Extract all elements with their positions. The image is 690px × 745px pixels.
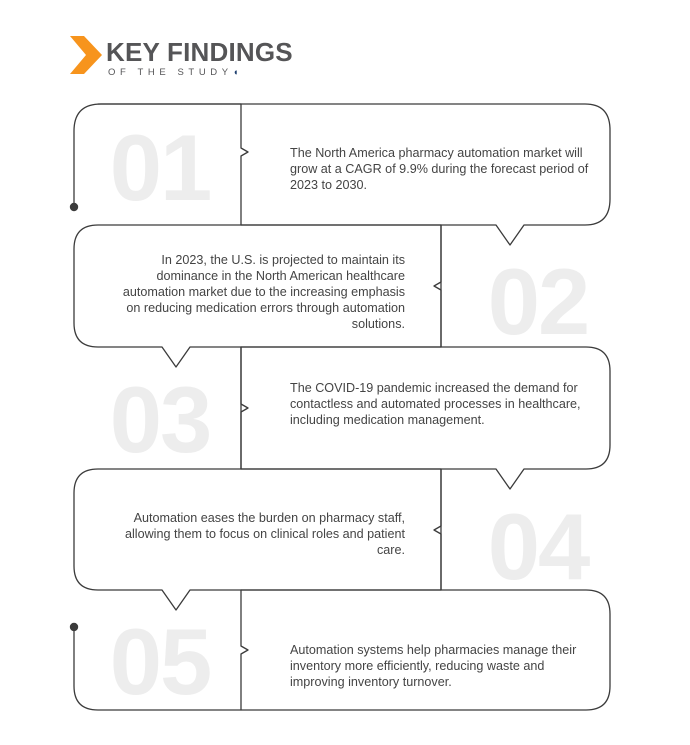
half-moon-icon: ◖ [232, 67, 239, 78]
finding-text-5: Automation systems help pharmacies manage their inventory more efficiently, reducing waste and improving inventory turnover. [290, 643, 577, 689]
divider-5 [241, 590, 248, 710]
page-subtitle-text: OF THE STUDY [108, 67, 233, 78]
finding-number-4: 04 [487, 494, 589, 599]
finding-number-1: 01 [109, 115, 211, 220]
divider-1 [241, 104, 248, 225]
finding-number-3: 03 [109, 367, 211, 472]
finding-text-3: The COVID-19 pandemic increased the demand for contactless and automated processes in healthcare, including medication management. [290, 381, 581, 427]
finding-number-5: 05 [109, 609, 211, 714]
connector-dot-bottom [70, 623, 78, 631]
finding-text-4: Automation eases the burden on pharmacy staff, allowing them to focus on clinical roles and patient care. [124, 511, 405, 557]
connector-dot-top [70, 203, 78, 211]
page-title: KEY FINDINGS [106, 37, 293, 67]
finding-number-2: 02 [487, 249, 589, 354]
divider-4 [434, 469, 441, 590]
divider-2 [434, 225, 441, 347]
divider-3 [241, 347, 248, 469]
finding-text-1: The North America pharmacy automation market will grow at a CAGR of 9.9% during the forecast period of 2023 to 2030. [290, 146, 589, 192]
finding-text-2: In 2023, the U.S. is projected to maintain its dominance in the North American healthcare automation market due to the increasing emphasis on reducing medication errors through automation solutions. [122, 253, 405, 331]
